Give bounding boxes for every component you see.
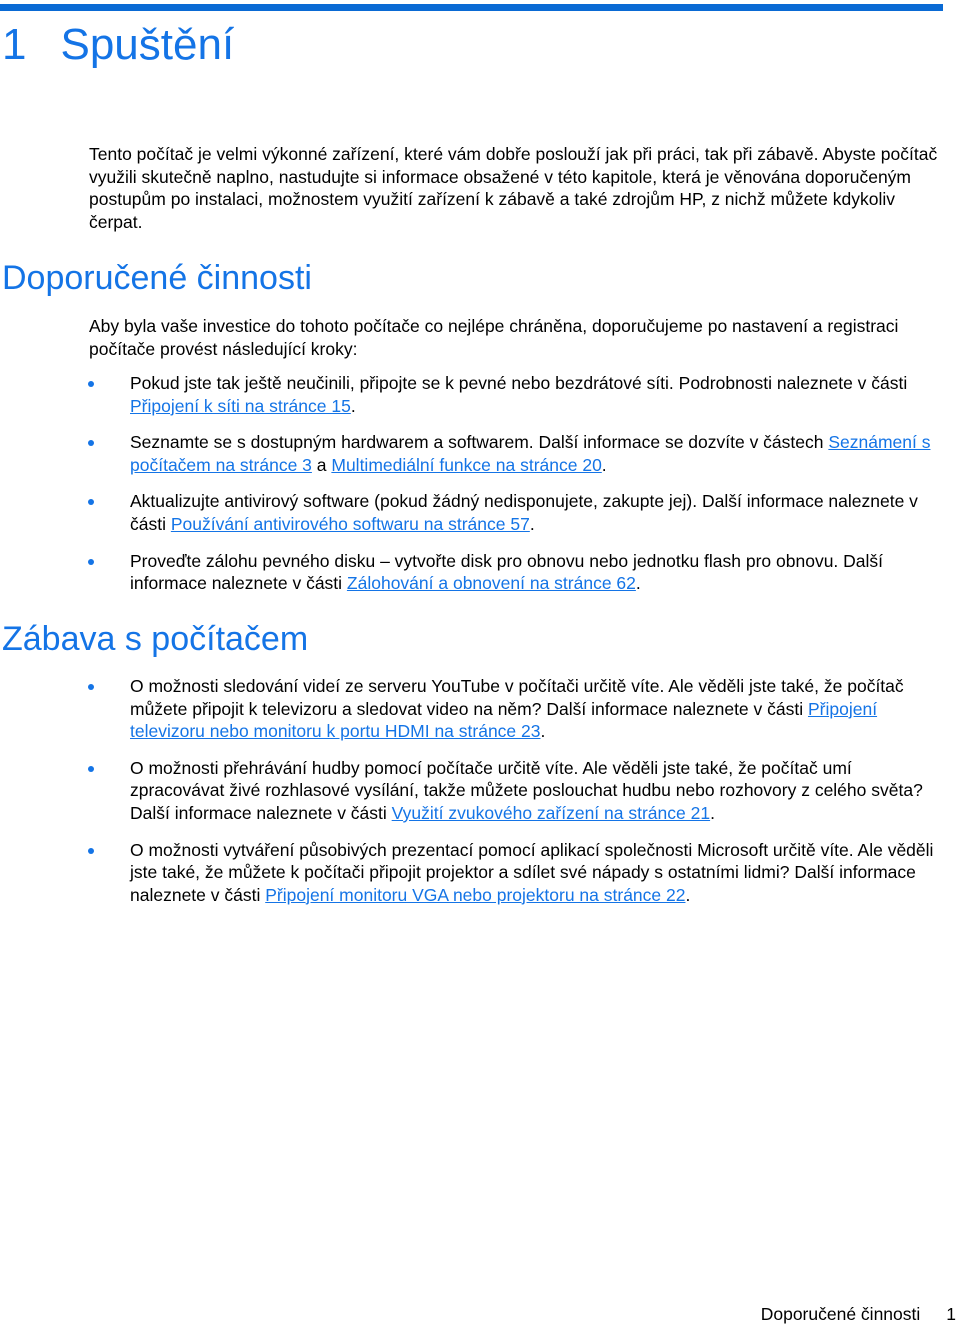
footer-section-name: Doporučené činnosti — [760, 1304, 921, 1324]
link-multimedia-features[interactable]: Multimediální funkce na stránce 20 — [331, 454, 602, 475]
link-audio-device[interactable]: Využití zvukového zařízení na stránce 21 — [391, 802, 711, 823]
list-item-mid: a — [311, 454, 332, 475]
chapter-intro-paragraph: Tento počítač je velmi výkonné zařízení, které vám dobře poslouží jak při práci, tak při zábavě. Abyste počítač využili skutečně naplno, nastudujte si informace obsažené v této kapitole, která je věnována doporučeným postupům po instalaci, možnostem využití zařízení k zábavě a také zdrojům HP, z nichž můžete kdykoliv čerpat. — [89, 144, 938, 232]
bullet-dot-icon — [88, 440, 94, 446]
list-item-end: . — [529, 513, 535, 534]
bullet-dot-icon — [88, 559, 94, 565]
entertainment-list — [0, 675, 960, 920]
section-heading-entertainment: Zábava s počítačem — [2, 620, 309, 658]
list-item-text: O možnosti sledování videí ze serveru YouTube v počítači určitě víte. Ale věděli jste také, že počítač můžete připojit k televizoru a sledovat video na něm? Další informace naleznete v části — [130, 676, 904, 719]
list-item-end: . — [635, 573, 641, 594]
list-item — [0, 675, 945, 743]
link-hdmi-connection[interactable]: Připojení televizoru nebo monitoru k portu HDMI na stránce 23 — [130, 698, 878, 742]
link-backup-recovery[interactable]: Zálohování a obnovení na stránce 62 — [346, 573, 636, 594]
list-item — [0, 550, 945, 595]
bullet-dot-icon — [88, 499, 94, 505]
list-item — [0, 839, 945, 907]
list-item — [0, 757, 945, 825]
chapter-top-rule — [0, 4, 943, 11]
chapter-title-text: Spuštění — [60, 20, 235, 69]
list-item-end: . — [601, 454, 607, 475]
list-item-end: . — [710, 802, 715, 823]
recommended-steps-list — [0, 372, 960, 609]
bullet-dot-icon — [88, 766, 94, 772]
list-item-text: Pokud jste tak ještě neučinili, připojte se k pevné nebo bezdrátové síti. Podrobnosti naleznete v části — [130, 373, 908, 393]
list-item-text: O možnosti vytváření působivých prezentací pomocí aplikací společnosti Microsoft určitě víte. Ale věděli jste také, že můžete k počítači připojit projektor a sdílet své nápady s ostatními lidmi? Další informace naleznete v části — [130, 839, 934, 905]
list-item-text: O možnosti přehrávání hudby pomocí počítače určitě víte. Ale věděli jste také, že počítač umí zpracovávat živé rozhlasové vysílání, takže můžete poslouchat hudbu nebo rozhovory z celého světa? Další informace naleznete v části — [130, 757, 923, 823]
link-getting-to-know-computer[interactable]: Seznámení s počítačem na stránce 3 — [130, 432, 931, 475]
list-item-end: . — [350, 395, 356, 416]
link-antivirus-software[interactable]: Používání antivirového softwaru na stránce 57 — [170, 513, 530, 534]
list-item-end: . — [540, 721, 546, 742]
page-number: 1 — [946, 1304, 956, 1324]
link-vga-projector[interactable]: Připojení monitoru VGA nebo projektoru na stránce 22 — [265, 884, 686, 905]
list-item-text: Seznamte se s dostupným hardwarem a softwarem. Další informace se dozvíte v částech — [130, 432, 829, 453]
link-network-connection[interactable]: Připojení k síti na stránce 15 — [130, 395, 351, 416]
page-footer — [761, 1303, 956, 1325]
section-heading-recommended: Doporučené činnosti — [2, 259, 312, 297]
bullet-dot-icon — [88, 848, 94, 854]
list-item — [0, 490, 945, 535]
list-item-end: . — [685, 884, 691, 905]
bullet-dot-icon — [88, 381, 94, 387]
section-intro-paragraph: Aby byla vaše investice do tohoto počítače co nejlépe chráněna, doporučujeme po nastavení a registraci počítače provést následující kroky: — [89, 316, 899, 359]
list-item — [0, 372, 945, 417]
list-item-text: Proveďte zálohu pevného disku – vytvořte disk pro obnovu nebo jednotku flash pro obnovu. Další informace naleznete v části — [130, 550, 884, 594]
bullet-dot-icon — [88, 684, 94, 690]
list-item-text: Aktualizujte antivirový software (pokud žádný nedisponujete, zakupte jej). Další informace naleznete v části — [130, 491, 918, 534]
list-item — [0, 431, 945, 476]
chapter-title — [2, 18, 234, 72]
chapter-number: 1 — [2, 20, 27, 69]
